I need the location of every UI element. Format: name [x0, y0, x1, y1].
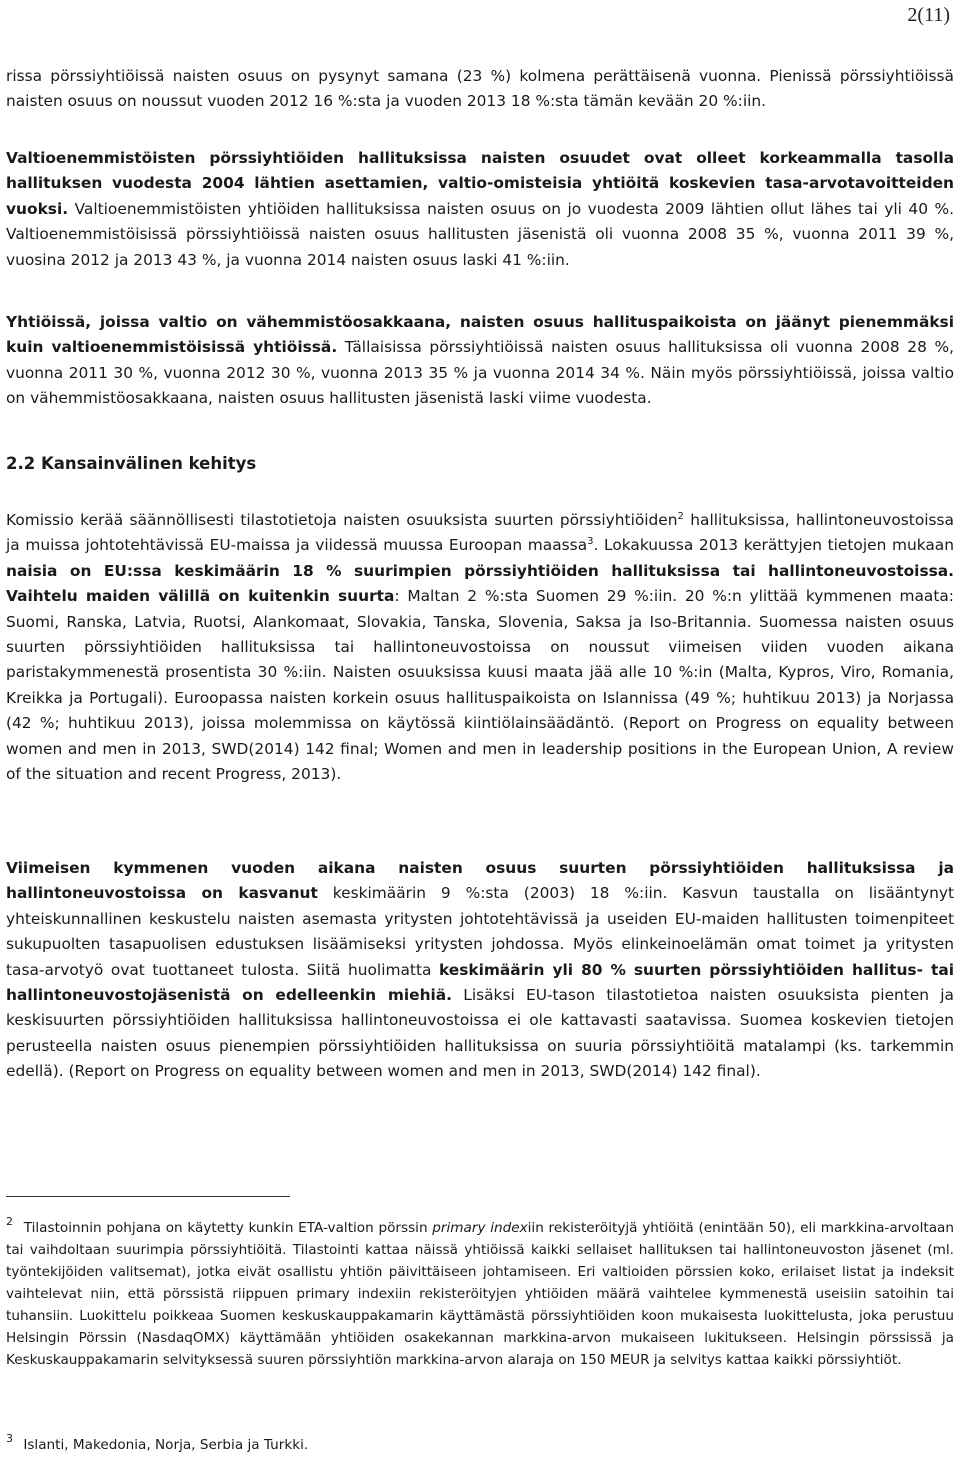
emphasis: Valtioenemmistöisten pörssiyhtiöiden hallituksissa naisten osuudet ovat olleet korkeammalla tasolla hallituksen vuodesta 2004 lähtien asettamien, valtio-omisteisia yhtiöitä koskevien tasa-arvotavoitteiden vuoksi.: [6, 149, 954, 218]
paragraph-state-majority: Valtioenemmistöisten pörssiyhtiöiden hallituksissa naisten osuudet ovat olleet korkeammalla tasolla hallituksen vuodesta 2004 lähtien asettamien, valtio-omisteisia yhtiöitä koskevien tasa-arvotavoitteiden vuoksi. Valtioenemmistöisten yhtiöiden hallituksissa naisten osuus on jo vuodesta 2009 lähtien ollut lähes tai yli 40 %. Valtioenemmistöisissä pörssiyhtiöissä naisten osuus hallitusten jäsenistä oli vuonna 2008 35 %, vuonna 2011 39 %, vuosina 2012 ja 2013 43 %, ja vuonna 2014 naisten osuus laski 41 %:iin.: [6, 149, 954, 269]
footnote-2: $^2$ Tilastoinnin pohjana on käytetty kunkin ETA-valtion pörssin primary indexiin rekisteröityjä yhtiöitä (enintään 50), eli markkina-arvoltaan tai vaihdoltaan suurimpia pörssiyhtiöitä. Tilastointi kattaa näissä yhtiöissä kaikki sellaiset hallituksen tai hallintoneuvoston jäsenet (ml. työntekijöiden valitsemat), jotka eivät osallistu yhtiön päivittäiseen johtamiseen. Eri valtioiden pörssien koko, erilaiset listat ja indeksit vaihtelevat niin, että pörssistä riippuen primary indexiin rekisteröityjen yhtiöiden määrä vaihtelee kymmenestä useisiin satoihin tai tuhansiin. Luokittelu poikkeaa Suomen keskuskauppakamarin käyttämästä pörssiyhtiöiden koon mukaisesta luokittelusta, joka perustuu Helsingin Pörssin (NasdaqOMX) käyttämään yhtiöiden osakekannan markkina-arvon mukaiseen lukitukseen. Helsingin pörssissä ja Keskuskauppakamarin selvityksessä suuren pörssiyhtiön markkina-arvon alaraja on 150 MEUR ja selvitys kattaa kaikki pörssiyhtiöt.: [6, 1215, 954, 1368]
page-number: 2(11): [907, 4, 950, 26]
paragraph-international: Komissio kerää säännöllisesti tilastotietoja naisten osuuksista suurten pörssiyhtiöiden$^2$ hallituksissa, hallintoneuvostoissa ja muissa johtotehtävissä EU-maissa ja viidessä muussa Euroopan maassa$^3$. Lokakuussa 2013 kerättyjen tietojen mukaan naisia on EU:ssa keskimäärin 18 % suurimpien pörssiyhtiöiden hallituksissa tai hallintoneuvostoissa. Vaihtelu maiden välillä on kuitenkin suurta: Maltan 2 %:sta Suomen 29 %:iin. 20 %:n ylittää kymmenen maata: Suomi, Ranska, Latvia, Ruotsi, Alankomaat, Slovakia, Tanska, Slovenia, Saksa ja Iso-Britannia. Suomessa naisten osuus suurten pörssiyhtiöiden hallituksissa tai hallintoneuvostoissa on noussut viimeisen viiden vuoden aikana paristakymmenestä prosentista 30 %:iin. Naisten osuuksissa kuusi maata jää alle 10 %:in (Malta, Kypros, Viro, Romania, Kreikka ja Portugali). Euroopassa naisten korkein osuus hallituspaikoista on Islannissa (49 %; huhtikuu 2013) ja Norjassa (42 %; huhtikuu 2013), joissa molemmissa on käytössä kiintiölainsäädäntö. (Report on Progress on equality between women and men in 2013, SWD(2014) 142 final; Women and men in leadership positions in the European Union, A review of the situation and recent Progress, 2013).: [6, 511, 954, 784]
footnote-ref-2[interactable]: 2: [677, 511, 684, 522]
emphasis: naisia on EU:ssa keskimäärin 18 % suurimpien pörssiyhtiöiden hallituksissa tai hallintoneuvostoissa.: [6, 561, 954, 580]
footnote-ref-3[interactable]: 3: [587, 536, 594, 548]
emphasis: Vaihtelu maiden välillä on kuitenkin suurta: [6, 587, 395, 606]
paragraph-state-minority: Yhtiöissä, joissa valtio on vähemmistöosakkaana, naisten osuus hallituspaikoista on jäänyt pienemmäksi kuin valtioenemmistöisissä yhtiöissä. Tällaisissa pörssiyhtiöissä naisten osuus hallituksissa oli vuonna 2008 28 %, vuonna 2011 30 %, vuonna 2012 30 %, vuonna 2013 35 % ja vuonna 2014 34 %. Näin myös pörssiyhtiöissä, joissa valtio on vähemmistöosakkaana, naisten osuus hallitusten jäsenistä laski viime vuodesta.: [6, 313, 954, 408]
emphasis: keskimäärin yli 80 % suurten pörssiyhtiöiden hallitus- tai hallintoneuvostojäsenistä on edelleenkin miehiä.: [6, 960, 954, 1005]
footnote-number: 2: [6, 1215, 13, 1228]
section-heading: 2.2 Kansainvälinen kehitys: [6, 454, 257, 473]
paragraph-small-companies: rissa pörssiyhtiöissä naisten osuus on pysynyt samana (23 %) kolmena perättäisenä vuonna. Pienissä pörssiyhtiöissä naisten osuus on noussut vuoden 2012 16 %:sta ja vuoden 2013 18 %:sta tämän kevään 20 %:iin.: [6, 67, 954, 111]
footnote-3: $^3$ Islanti, Makedonia, Norja, Serbia ja Turkki.: [6, 1432, 309, 1453]
footnote-separator: [6, 1196, 290, 1197]
emphasis: Yhtiöissä, joissa valtio on vähemmistöosakkaana, naisten osuus hallituspaikoista on jäänyt pienemmäksi kuin valtioenemmistöisissä yhtiöissä.: [6, 313, 954, 357]
paragraph-decade-trend: Viimeisen kymmenen vuoden aikana naisten osuus suurten pörssiyhtiöiden hallituksissa ja hallintoneuvostoissa on kasvanut keskimäärin 9 %:sta (2003) 18 %:iin. Kasvun taustalla on lisääntynyt yhteiskunnallinen keskustelu naisten asemasta yritysten johtotehtävissä ja useiden EU-maiden hallitusten toimenpiteet sukupuolten tasapuolisen edustuksen lisäämiseksi yritysten johdossa. Myös elinkeinoelämän omat toimet ja yritysten tasa-arvotyö ovat tuottaneet tulosta. Siitä huolimatta keskimäärin yli 80 % suurten pörssiyhtiöiden hallitus- tai hallintoneuvostojäsenistä on edelleenkin miehiä. Lisäksi EU-tason tilastotietoa naisten osuuksista pienten ja keskisuurten pörssiyhtiöiden hallituksissa hallintoneuvostoissa ei ole kattavasti saatavissa. Suomea koskevien tietojen perusteella naisten osuus pienempien pörssiyhtiöiden hallituksissa on suuria pörssiyhtiöitä matalampi (ks. tarkemmin edellä). (Report on Progress on equality between women and men in 2013, SWD(2014) 142 final).: [6, 859, 954, 1081]
footnote-number: 3: [6, 1432, 13, 1445]
emphasis: Viimeisen kymmenen vuoden aikana naisten osuus suurten pörssiyhtiöiden hallituksissa ja hallintoneuvostoissa on kasvanut: [6, 859, 954, 903]
